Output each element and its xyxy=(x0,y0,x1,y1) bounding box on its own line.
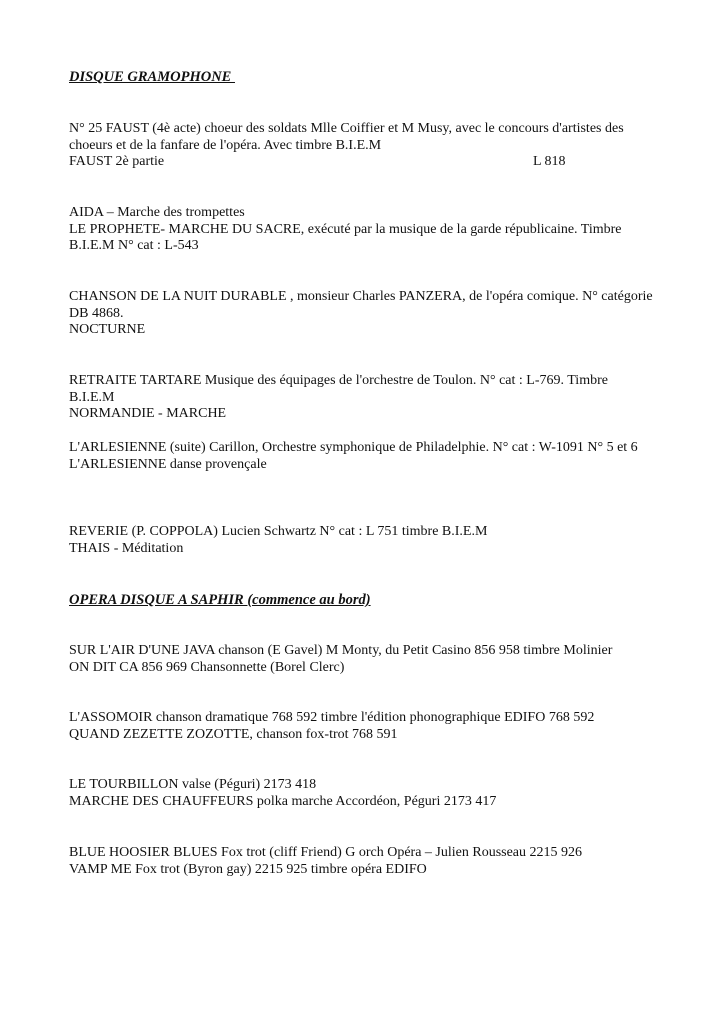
entry-title: FAUST 2è partie xyxy=(69,154,165,169)
entry-line: AIDA – Marche des trompettes xyxy=(69,205,245,220)
entry-line: RETRAITE TARTARE Musique des équipages de l'orchestre de Toulon. N° cat : L-769. Timbre B.I.E.M xyxy=(69,373,608,405)
entry-row-with-catalog xyxy=(69,154,654,171)
entry-line: QUAND ZEZETTE ZOZOTTE, chanson fox-trot 768 591 xyxy=(69,726,398,742)
section-heading-opera-saphir: OPERA DISQUE A SAPHIR (commence au bord) xyxy=(69,592,371,608)
entry-line: LE TOURBILLON valse (Péguri) 2173 418 xyxy=(69,777,317,792)
entry-line: SUR L'AIR D'UNE JAVA chanson (E Gavel) M Monty, du Petit Casino 856 958 timbre Molinier xyxy=(69,643,613,658)
entry-java xyxy=(69,643,654,676)
entry-arlesienne xyxy=(69,440,654,473)
entry-line: REVERIE (P. COPPOLA) Lucien Schwartz N° cat : L 751 timbre B.I.E.M xyxy=(69,524,488,539)
entry-line: L'ASSOMOIR chanson dramatique 768 592 timbre l'édition phonographique EDIFO 768 592 xyxy=(69,710,595,725)
entry-text: N° 25 FAUST (4è acte) choeur des soldats Mlle Coiffier et M Musy, avec le concours d'artistes des choeurs et de la fanfare de l'opéra. Avec timbre B.I.E.M xyxy=(69,121,624,153)
entry-line: L'ARLESIENNE (suite) Carillon, Orchestre symphonique de Philadelphie. N° cat : W-1091 N° 5 et 6 xyxy=(69,440,638,455)
entry-line: CHANSON DE LA NUIT DURABLE , monsieur Charles PANZERA, de l'opéra comique. N° catégorie DB 4868. xyxy=(69,289,653,321)
entry-line: ON DIT CA 856 969 Chansonnette (Borel Clerc) xyxy=(69,659,345,675)
document-page xyxy=(69,0,654,1024)
entry-assomoir xyxy=(69,710,654,743)
entry-line: NOCTURNE xyxy=(69,322,146,337)
entry-line: LE PROPHETE- MARCHE DU SACRE, exécuté par la musique de la garde républicaine. Timbre B.I.E.M N° cat : L-543 xyxy=(69,221,622,253)
entry-chanson-nuit-durable xyxy=(69,289,654,339)
section-heading-gramophone: DISQUE GRAMOPHONE xyxy=(69,69,235,85)
entry-retraite-tartare xyxy=(69,373,654,423)
entry-line: BLUE HOOSIER BLUES Fox trot (cliff Friend) G orch Opéra – Julien Rousseau 2215 926 xyxy=(69,845,583,860)
entry-aida xyxy=(69,205,654,255)
entry-reverie xyxy=(69,524,654,557)
entry-line: VAMP ME Fox trot (Byron gay) 2215 925 timbre opéra EDIFO xyxy=(69,861,427,877)
entry-line: NORMANDIE - MARCHE xyxy=(69,406,227,421)
entry-line: THAIS - Méditation xyxy=(69,540,184,556)
catalog-number: L 818 xyxy=(533,154,566,169)
entry-faust xyxy=(69,121,654,171)
entry-tourbillon xyxy=(69,777,654,810)
entry-line: MARCHE DES CHAUFFEURS polka marche Accordéon, Péguri 2173 417 xyxy=(69,793,497,809)
entry-line: L'ARLESIENNE danse provençale xyxy=(69,456,267,472)
entry-blue-hoosier xyxy=(69,845,654,878)
